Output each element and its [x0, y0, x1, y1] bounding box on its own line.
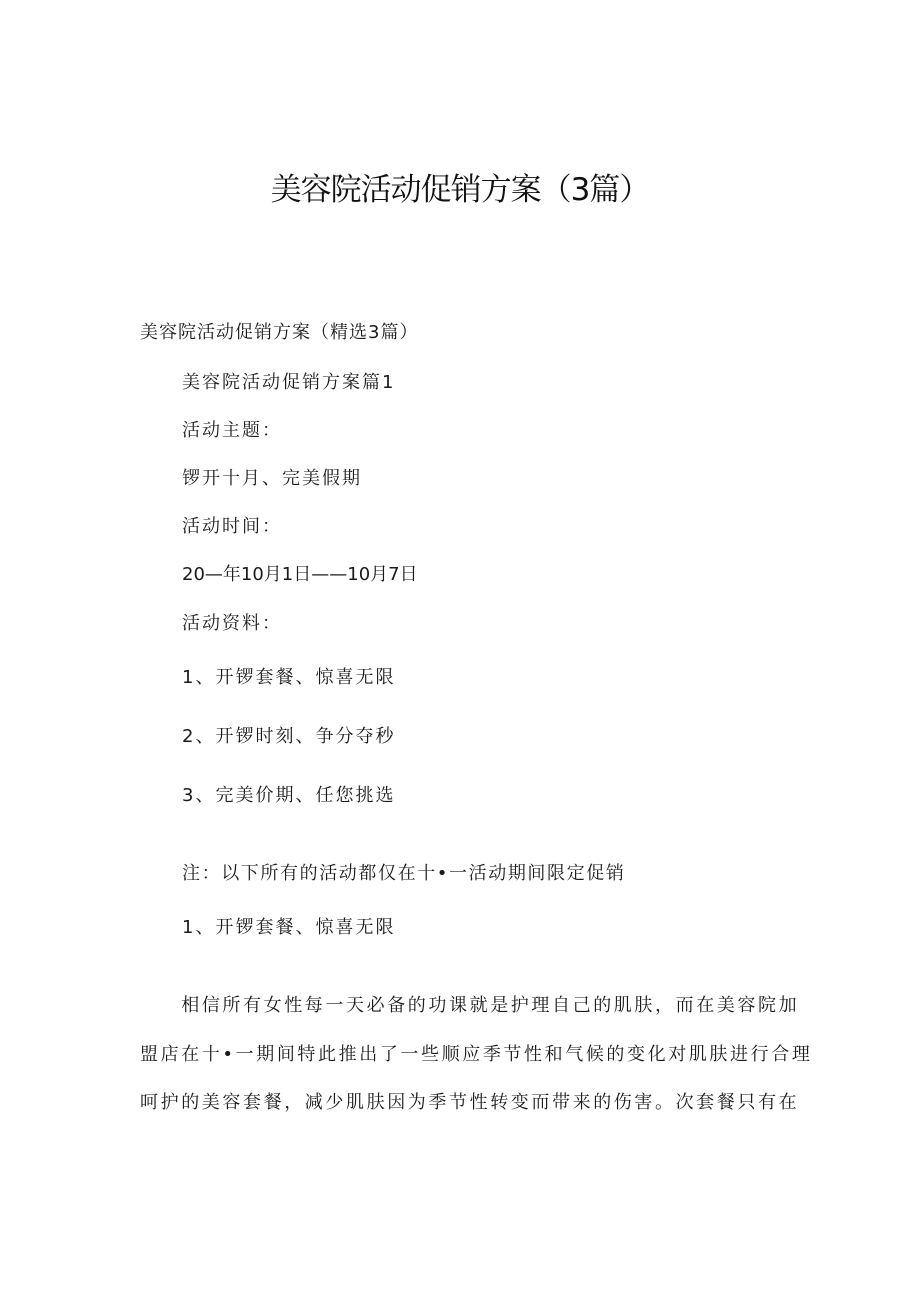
content-item: 1、开锣套餐、惊喜无限 [182, 667, 396, 688]
theme-value: 锣开十月、完美假期 [182, 468, 362, 489]
document-subtitle: 美容院活动促销方案（精选3篇） [140, 322, 419, 343]
promotion-note: 注：以下所有的活动都仅在十•一活动期间限定促销 [182, 863, 626, 884]
paragraph-line: 呵护的美容套餐，减少肌肤因为季节性转变而带来的伤害。次套餐只有在 [140, 1092, 800, 1113]
time-value: 20—年10月1日——10月7日 [182, 564, 418, 585]
section-heading: 美容院活动促销方案篇1 [182, 372, 396, 393]
paragraph-line: 盟店在十•一期间特此推出了一些顺应季节性和气候的变化对肌肤进行合理 [140, 1044, 813, 1065]
content-item: 2、开锣时刻、争分夺秒 [182, 726, 396, 747]
theme-label: 活动主题： [182, 420, 282, 441]
item-heading: 1、开锣套餐、惊喜无限 [182, 917, 396, 938]
time-label: 活动时间： [182, 516, 282, 537]
content-label: 活动资料： [182, 613, 282, 634]
paragraph-line: 相信所有女性每一天必备的功课就是护理自己的肌肤，而在美容院加 [140, 995, 800, 1016]
document-title: 美容院活动促销方案（3篇） [270, 172, 650, 208]
content-item: 3、完美价期、任您挑选 [182, 785, 396, 806]
